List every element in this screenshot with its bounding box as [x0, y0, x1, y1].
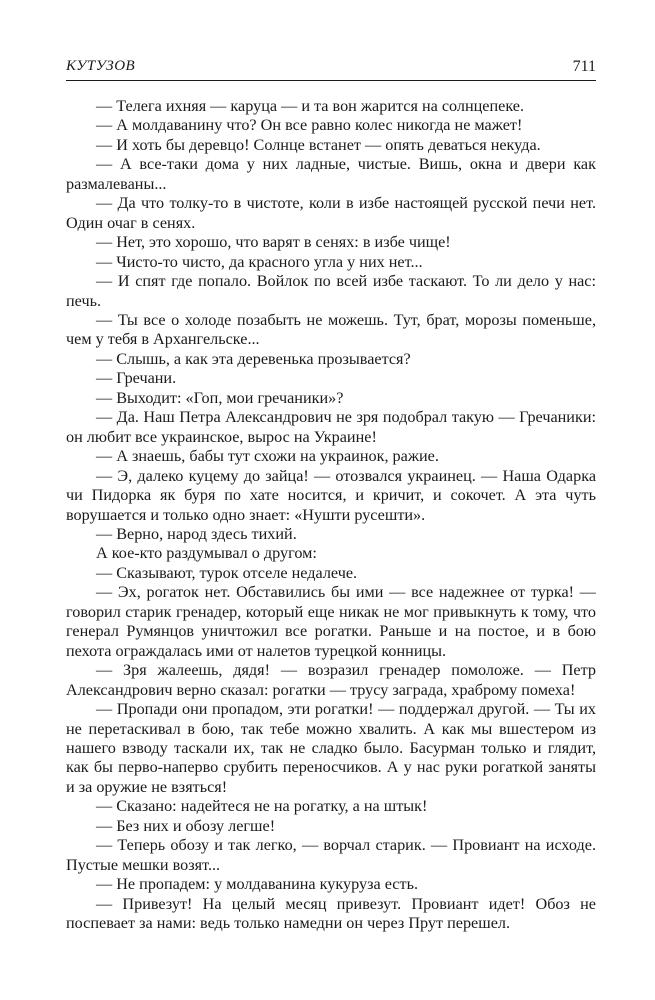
paragraph: — Эх, рогаток нет. Обставились бы ими — все надежнее от турка! — говорил старик гренадер, который еще никак не мог привыкнуть к тому, что генерал Румянцов уничтожил все рогатки. Раньше и на постое, и в бою пехота ограждалась ими от налетов турецкой конницы.: [66, 583, 596, 660]
paragraph: — Зря жалеешь, дядя! — возразил гренадер помоложе. — Петр Александрович верно сказал: рогатки — трусу заграда, храброму помеха!: [66, 661, 596, 699]
paragraph: — Не пропадем: у молдаванина кукуруза есть.: [96, 875, 418, 894]
paragraph: — Сказывают, турок отселе недалече.: [96, 563, 358, 582]
header-rule: [66, 80, 596, 81]
running-title: КУТУЗОВ: [66, 58, 136, 74]
paragraph: — Чисто-то чисто, да красного угла у них нет...: [96, 252, 423, 271]
paragraph: — Сказано: надейтеся не на рогатку, а на штык!: [96, 797, 428, 816]
paragraph: — Верно, народ здесь тихий.: [96, 524, 297, 543]
paragraph: — Выходит: «Гоп, мои гречаники»?: [96, 388, 344, 407]
paragraph: — Э, далеко куцему до зайца! — отозвался украинец. — Наша Одарка чи Пидорка як буря по хате носится, и кричит, и сокочет. А эта чуть ворушается и только одно знает: «Нушти русешти».: [66, 466, 596, 524]
body-text: [66, 97, 596, 933]
page-number: 711: [572, 58, 596, 75]
paragraph: — И спят где попало. Войлок по всей избе таскают. То ли дело у нас: печь.: [66, 272, 596, 310]
paragraph: — Да что толку-то в чистоте, коли в избе настоящей русской печи нет. Один очаг в сенях.: [66, 194, 596, 232]
paragraph: — Слышь, а как эта деревенька прозывается?: [96, 349, 411, 368]
paragraph: — А знаешь, бабы тут схожи на украинок, ражие.: [96, 447, 439, 466]
paragraph: — Нет, это хорошо, что варят в сенях: в избе чище!: [96, 233, 451, 252]
paragraph: — Телега ихняя — каруца — и та вон жарится на солнцепеке.: [96, 97, 525, 115]
paragraph: — Привезут! На целый месяц привезут. Провиант идет! Обоз не поспевает за нами: ведь только намедни он через Прут перешел.: [66, 894, 596, 933]
paragraph: — Пропади они пропадом, эти рогатки! — поддержал другой. — Ты их не перетаскивал в бою, так тебе можно хвалить. А как мы вшестером из нашего взводу таскали их, так не сладко было. Басурман только и глядит, как бы перво-наперво срубить переносчиков. А у нас руки рогаткой заняты и за оружие не взяться!: [66, 700, 596, 796]
paragraph: — И хоть бы деревцо! Солнце встанет — опять деваться некуда.: [96, 135, 541, 154]
paragraph: — Ты все о холоде позабыть не можешь. Тут, брат, морозы поменьше, чем у тебя в Архангельске...: [66, 310, 596, 349]
paragraph: — А все-таки дома у них ладные, чистые. Вишь, окна и двери как размалеваны...: [66, 155, 596, 193]
paragraph: — Да. Наш Петра Александрович не зря подобрал такую — Гречаники: он любит все украинское, вырос на Украине!: [66, 408, 596, 446]
page-header: [66, 58, 596, 82]
paragraph: — Гречани.: [96, 369, 177, 388]
paragraph: — А молдаванину что? Он все равно колес никогда не мажет!: [96, 116, 523, 135]
paragraph: — Теперь обозу и так легко, — ворчал старик. — Провиант на исходе. Пустые мешки возят...: [66, 836, 596, 874]
paragraph: А кое-кто раздумывал о другом:: [96, 544, 317, 563]
paragraph: — Без них и обозу легше!: [96, 816, 276, 835]
